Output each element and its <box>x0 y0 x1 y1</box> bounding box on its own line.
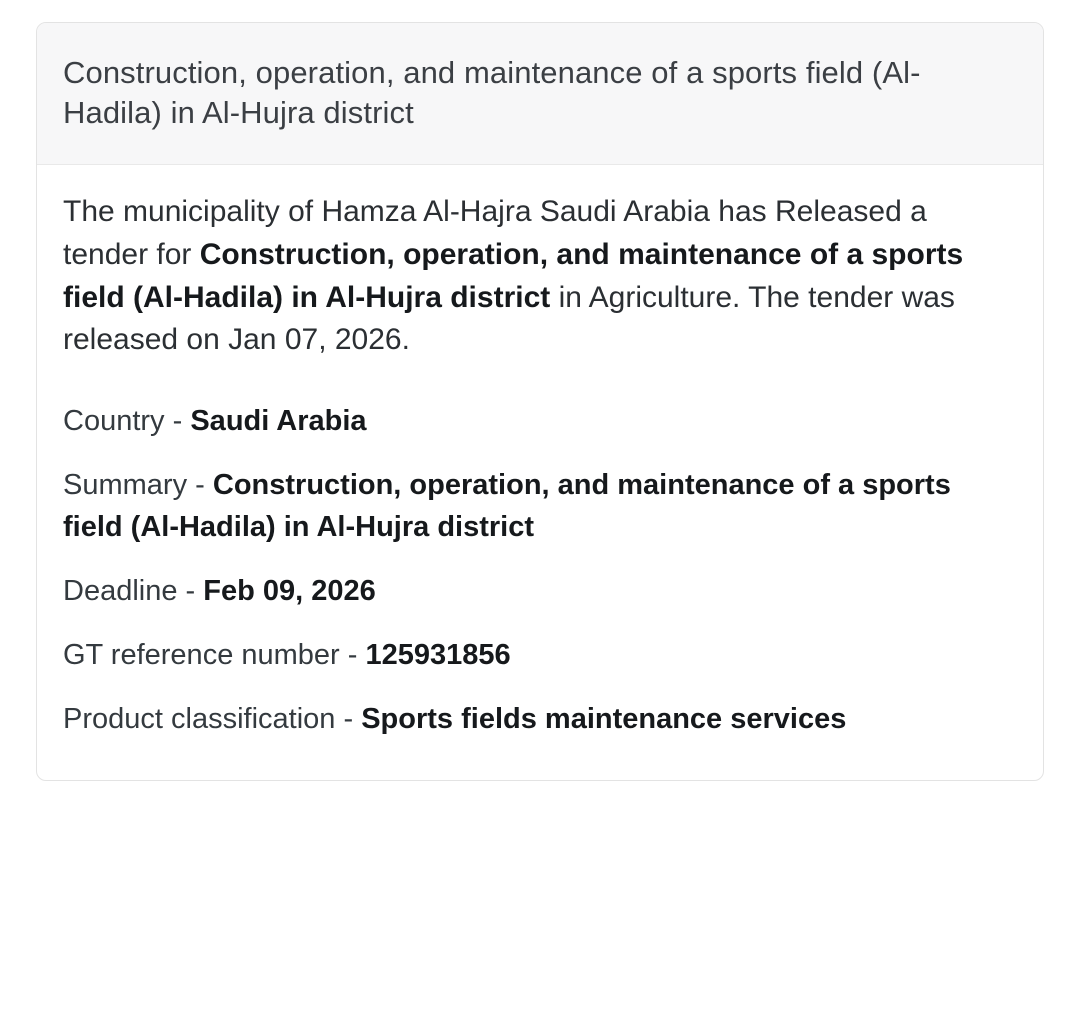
tender-card-body <box>37 165 1043 780</box>
field-deadline-label: Deadline <box>63 574 178 607</box>
field-gt-reference-number <box>63 634 1017 676</box>
field-product-classification-value: Sports fields maintenance services <box>361 702 847 735</box>
field-country-value: Saudi Arabia <box>190 404 367 437</box>
field-country <box>63 400 1017 442</box>
field-deadline <box>63 570 1017 612</box>
field-summary-label: Summary <box>63 468 188 501</box>
field-country-label: Country <box>63 404 165 437</box>
field-product-classification-label: Product classification <box>63 702 336 735</box>
field-gt-reference-number-separator: - <box>347 638 358 671</box>
field-summary-value: Construction, operation, and maintenance of a sports field (Al-Hadila) in Al-Hujra district <box>63 468 951 543</box>
field-country-separator: - <box>172 404 183 437</box>
tender-summary-paragraph <box>63 191 1017 361</box>
summary-text-intro: The municipality of Hamza Al-Hajra Saudi Arabia has Released a tender for <box>63 195 927 271</box>
tender-card <box>36 22 1044 781</box>
field-gt-reference-number-label: GT reference number <box>63 638 340 671</box>
summary-text-tender-name: Construction, operation, and maintenance of a sports field (Al-Hadila) in Al-Hujra district <box>63 237 964 314</box>
tender-card-header <box>37 23 1043 165</box>
field-deadline-value: Feb 09, 2026 <box>203 574 376 607</box>
field-deadline-separator: - <box>185 574 196 607</box>
tender-title: Construction, operation, and maintenance of a sports field (Al-Hadila) in Al-Hujra district <box>63 55 921 130</box>
field-gt-reference-number-value: 125931856 <box>365 638 511 671</box>
field-summary <box>63 464 1017 548</box>
field-product-classification-separator: - <box>343 702 354 735</box>
summary-text-outro: in Agriculture. The tender was released on Jan 07, 2026. <box>63 280 955 357</box>
field-summary-separator: - <box>195 468 205 501</box>
field-product-classification <box>63 698 1017 740</box>
